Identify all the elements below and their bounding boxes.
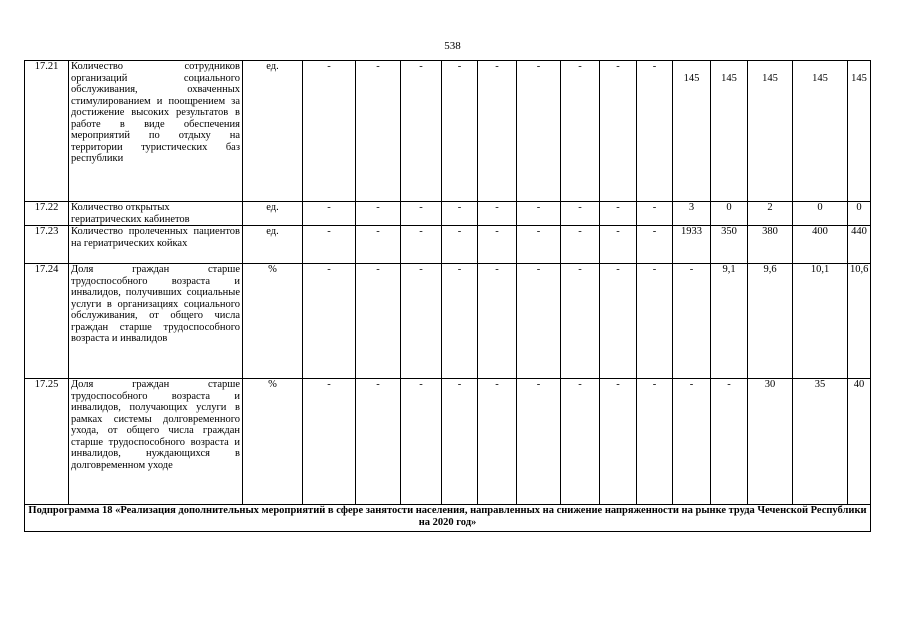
value-cell: 380 [748, 226, 793, 264]
table-row [25, 61, 871, 202]
value-cell: 3 [673, 202, 711, 226]
indicator-description: Количество пролеченных пациентов на гериатрических койках [69, 226, 243, 264]
value-cell: - [303, 226, 356, 264]
unit-cell: ед. [243, 226, 303, 264]
value-cell: - [561, 264, 600, 379]
value-cell: - [561, 226, 600, 264]
row-number: 17.22 [25, 202, 69, 226]
table-row [25, 202, 871, 226]
value-cell: - [478, 61, 517, 202]
value-cell: 40 [848, 379, 871, 505]
subprogram-title: Подпрограмма 18 «Реализация дополнительных мероприятий в сфере занятости населения, направленных на снижение напряженности на рынке труда Чеченской Республики на 2020 год» [25, 505, 871, 532]
value-cell: - [303, 264, 356, 379]
value-cell: - [401, 202, 442, 226]
value-cell: 0 [711, 202, 748, 226]
page-number: 538 [444, 40, 461, 52]
value-cell: - [561, 379, 600, 505]
value-cell: - [356, 264, 401, 379]
value-cell: - [478, 379, 517, 505]
value-cell: - [478, 226, 517, 264]
value-cell: - [561, 61, 600, 202]
value-cell: - [600, 264, 637, 379]
value-cell: - [303, 61, 356, 202]
value-cell: - [303, 379, 356, 505]
value-cell: 0 [848, 202, 871, 226]
indicator-description: Доля граждан старше трудоспособного возраста и инвалидов, получивших социальные услуги в организациях социального обслуживания, от общего числа граждан старше трудоспособного возраста и инвалидов [69, 264, 243, 379]
value-cell: - [711, 379, 748, 505]
value-cell: - [637, 226, 673, 264]
value-cell: 0 [793, 202, 848, 226]
value-cell: - [303, 202, 356, 226]
value-cell: - [561, 202, 600, 226]
value-cell: - [478, 264, 517, 379]
value-cell: 1933 [673, 226, 711, 264]
table-row [25, 379, 871, 505]
value-cell: - [517, 264, 561, 379]
value-cell: 30 [748, 379, 793, 505]
value-cell: 145 [793, 61, 848, 202]
value-cell: 400 [793, 226, 848, 264]
unit-cell: % [243, 264, 303, 379]
row-number: 17.25 [25, 379, 69, 505]
value-cell: 10,6 [848, 264, 871, 379]
value-cell: - [356, 202, 401, 226]
value-cell: - [673, 264, 711, 379]
value-cell: - [673, 379, 711, 505]
unit-cell: % [243, 379, 303, 505]
indicator-description: Количество сотрудников организаций социального обслуживания, охваченных стимулированием и поощрением за достижение высоких результатов в работе в виде обеспечения мероприятий по отдыху на территории туристических баз республики [69, 61, 243, 202]
row-number: 17.23 [25, 226, 69, 264]
value-cell: - [442, 226, 478, 264]
value-cell: - [600, 226, 637, 264]
unit-cell: ед. [243, 61, 303, 202]
indicator-description: Доля граждан старше трудоспособного возраста и инвалидов, получающих услуги в рамках системы долговременного ухода, от общего числа граждан старше трудоспособного возраста и инвалидов, нуждающихся в долговременном уходе [69, 379, 243, 505]
value-cell: - [600, 61, 637, 202]
value-cell: - [442, 264, 478, 379]
value-cell: 145 [711, 61, 748, 202]
indicators-table [24, 60, 871, 532]
value-cell: - [356, 61, 401, 202]
row-number: 17.21 [25, 61, 69, 202]
value-cell: 145 [848, 61, 871, 202]
value-cell: - [637, 264, 673, 379]
table-row [25, 264, 871, 379]
value-cell: 35 [793, 379, 848, 505]
subprogram-row [25, 505, 871, 532]
value-cell: 145 [748, 61, 793, 202]
value-cell: - [517, 61, 561, 202]
value-cell: - [600, 379, 637, 505]
value-cell: - [517, 202, 561, 226]
unit-cell: ед. [243, 202, 303, 226]
value-cell: 10,1 [793, 264, 848, 379]
value-cell: - [401, 226, 442, 264]
value-cell: - [478, 202, 517, 226]
value-cell: 350 [711, 226, 748, 264]
value-cell: - [517, 379, 561, 505]
value-cell: 9,6 [748, 264, 793, 379]
value-cell: 440 [848, 226, 871, 264]
value-cell: - [442, 379, 478, 505]
value-cell: - [442, 61, 478, 202]
table-row [25, 226, 871, 264]
value-cell: - [401, 61, 442, 202]
value-cell: - [356, 379, 401, 505]
value-cell: 145 [673, 61, 711, 202]
value-cell: - [637, 379, 673, 505]
value-cell: - [517, 226, 561, 264]
value-cell: - [442, 202, 478, 226]
value-cell: 2 [748, 202, 793, 226]
value-cell: 9,1 [711, 264, 748, 379]
value-cell: - [637, 61, 673, 202]
value-cell: - [401, 379, 442, 505]
value-cell: - [637, 202, 673, 226]
value-cell: - [356, 226, 401, 264]
row-number: 17.24 [25, 264, 69, 379]
value-cell: - [401, 264, 442, 379]
indicator-description: Количество открытых гериатрических кабинетов [69, 202, 243, 226]
value-cell: - [600, 202, 637, 226]
